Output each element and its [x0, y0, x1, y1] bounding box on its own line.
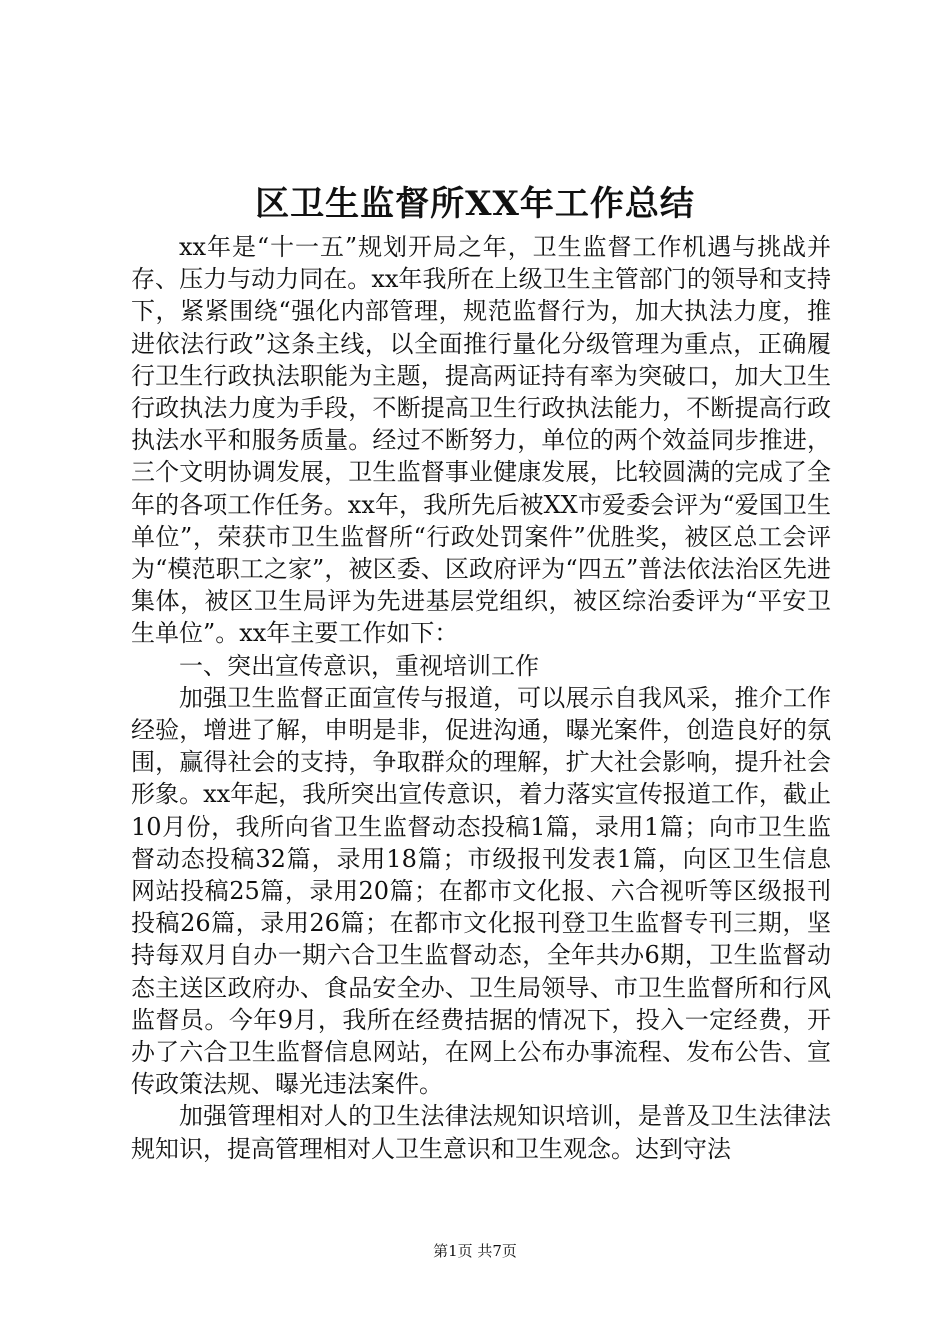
document-title: 区卫生监督所XX年工作总结: [255, 184, 695, 224]
document-body: [131, 231, 831, 1165]
section1-paragraph-2: 加强管理相对人的卫生法律法规知识培训，是普及卫生法律法规知识，提高管理相对人卫生意识和卫生观念。达到守法: [131, 1102, 831, 1163]
page-footer: 第1页 共7页: [433, 1242, 517, 1260]
intro-paragraph: xx年是“十一五”规划开局之年，卫生监督工作机遇与挑战并存、压力与动力同在。xx年我所在上级卫生主管部门的领导和支持下，紧紧围绕“强化内部管理，规范监督行为，加大执法力度，推进依法行政”这条主线，以全面推行量化分级管理为重点，正确履行卫生行政执法职能为主题，提高两证持有率为突破口，加大卫生行政执法力度为手段，不断提高卫生行政执法能力，不断提高行政执法水平和服务质量。经过不断努力，单位的两个效益同步推进，三个文明协调发展，卫生监督事业健康发展，比较圆满的完成了全年的各项工作任务。xx年，我所先后被XX市爱委会评为“爱国卫生单位”，荣获市卫生监督所“行政处罚案件”优胜奖，被区总工会评为“模范职工之家”，被区委、区政府评为“四五”普法依法治区先进集体，被区卫生局评为先进基层党组织，被区综治委评为“平安卫生单位”。xx年主要工作如下：: [131, 233, 831, 648]
section-heading-1: 一、突出宣传意识，重视培训工作: [179, 651, 539, 680]
section1-paragraph-1: 加强卫生监督正面宣传与报道，可以展示自我风采，推介工作经验，增进了解，申明是非，促进沟通，曝光案件，创造良好的氛围，赢得社会的支持，争取群众的理解，扩大社会影响，提升社会形象。xx年起，我所突出宣传意识，着力落实宣传报道工作，截止10月份，我所向省卫生监督动态投稿1篇，录用1篇；向市卫生监督动态投稿32篇，录用18篇；市级报刊发表1篇，向区卫生信息网站投稿25篇，录用20篇；在都市文化报、六合视听等区级报刊投稿26篇，录用26篇；在都市文化报刊登卫生监督专刊三期，坚持每双月自办一期六合卫生监督动态，全年共办6期，卫生监督动态主送区政府办、食品安全办、卫生局领导、市卫生监督所和行风监督员。今年9月，我所在经费拮据的情况下，投入一定经费，开办了六合卫生监督信息网站，在网上公布办事流程、发布公告、宣传政策法规、曝光违法案件。: [131, 683, 831, 1099]
